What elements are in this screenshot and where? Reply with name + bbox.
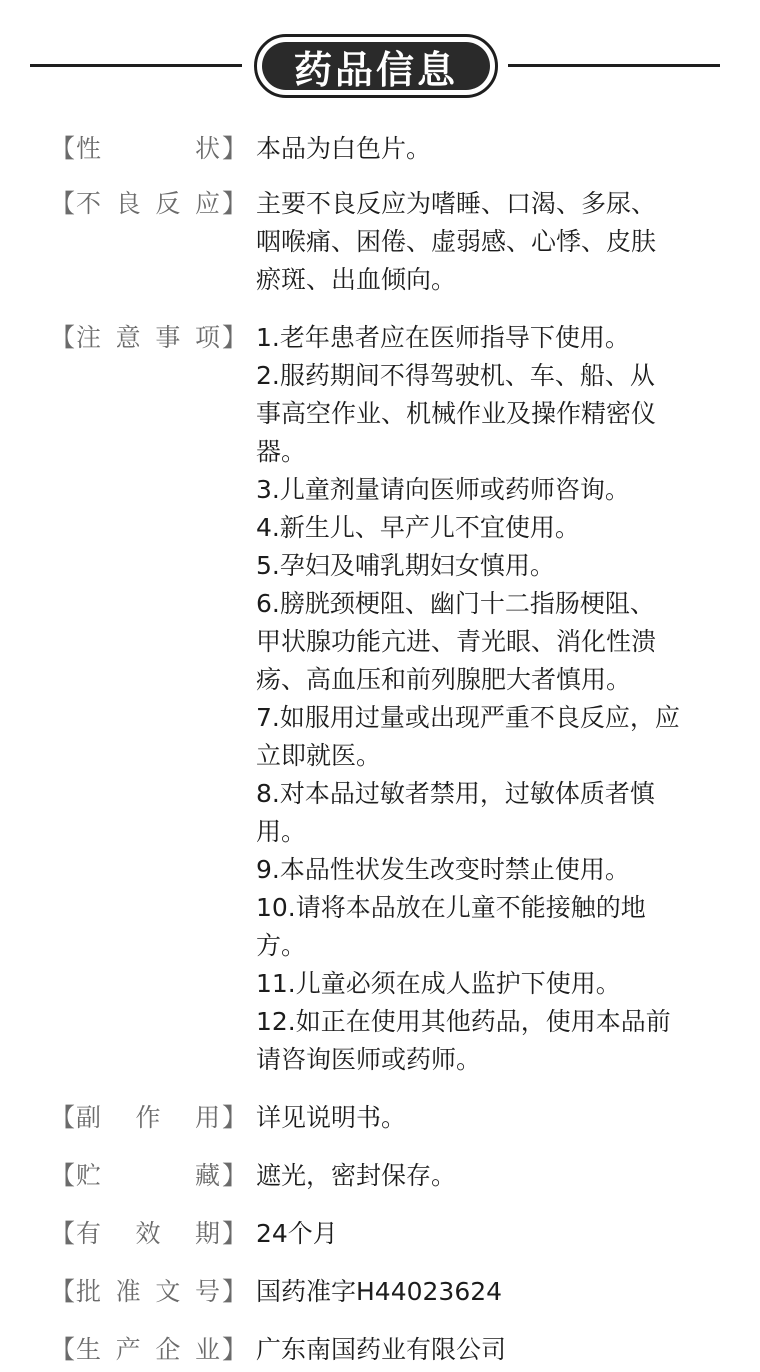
label-char: 效 bbox=[135, 1219, 161, 1248]
label-char: 注 bbox=[76, 323, 102, 352]
value-line: 器。 bbox=[256, 437, 307, 466]
label-char: 状 bbox=[194, 134, 220, 163]
value-line: 瘀斑、出血倾向。 bbox=[256, 265, 457, 294]
value-line: 7.如服用过量或出现严重不良反应，应 bbox=[256, 703, 680, 732]
field-label-text bbox=[76, 130, 220, 168]
field-label bbox=[0, 1215, 256, 1253]
value-line: 1.老年患者应在医师指导下使用。 bbox=[256, 323, 630, 352]
label-bracket-open: 【 bbox=[50, 1103, 76, 1132]
title-badge bbox=[254, 34, 498, 98]
header-rule-left bbox=[30, 64, 242, 67]
label-char: 副 bbox=[76, 1103, 102, 1132]
field-label bbox=[0, 319, 256, 357]
field-label-text bbox=[76, 1215, 220, 1253]
label-bracket-close: 】 bbox=[222, 1277, 248, 1306]
drug-info-list bbox=[0, 130, 760, 1369]
field-label bbox=[0, 130, 256, 168]
label-char: 藏 bbox=[194, 1161, 220, 1190]
info-row bbox=[0, 1099, 760, 1137]
label-char: 用 bbox=[194, 1103, 220, 1132]
label-bracket-close: 】 bbox=[222, 323, 248, 352]
field-value bbox=[256, 185, 706, 299]
section-header bbox=[0, 0, 760, 110]
value-line: 甲状腺功能亢进、青光眼、消化性溃 bbox=[256, 627, 657, 656]
value-line: 主要不良反应为嗜睡、口渴、多尿、 bbox=[256, 189, 657, 218]
info-row bbox=[0, 319, 760, 1079]
field-value bbox=[256, 1215, 706, 1253]
label-bracket-open: 【 bbox=[50, 134, 76, 163]
value-line: 事高空作业、机械作业及操作精密仪 bbox=[256, 399, 657, 428]
value-line: 4.新生儿、早产儿不宜使用。 bbox=[256, 513, 580, 542]
field-label bbox=[0, 1331, 256, 1369]
label-char: 作 bbox=[135, 1103, 161, 1132]
field-value bbox=[256, 1273, 706, 1311]
value-line: 方。 bbox=[256, 931, 307, 960]
value-line: 详见说明书。 bbox=[256, 1103, 407, 1132]
value-line: 咽喉痛、困倦、虚弱感、心悸、皮肤 bbox=[256, 227, 657, 256]
label-char: 应 bbox=[194, 189, 220, 218]
label-char: 贮 bbox=[76, 1161, 102, 1190]
label-bracket-close: 】 bbox=[222, 1161, 248, 1190]
info-row bbox=[0, 1215, 760, 1253]
label-bracket-open: 【 bbox=[50, 323, 76, 352]
value-line: 2.服药期间不得驾驶机、车、船、从 bbox=[256, 361, 655, 390]
field-label-text bbox=[76, 319, 220, 357]
label-bracket-close: 】 bbox=[222, 1103, 248, 1132]
label-bracket-close: 】 bbox=[222, 134, 248, 163]
value-line: 24个月 bbox=[256, 1219, 338, 1248]
value-line: 9.本品性状发生改变时禁止使用。 bbox=[256, 855, 630, 884]
value-line: 6.膀胱颈梗阻、幽门十二指肠梗阻、 bbox=[256, 589, 655, 618]
value-line: 立即就医。 bbox=[256, 741, 382, 770]
label-bracket-open: 【 bbox=[50, 189, 76, 218]
info-row bbox=[0, 1331, 760, 1369]
value-line: 8.对本品过敏者禁用，过敏体质者慎 bbox=[256, 779, 655, 808]
page-title: 药品信息 bbox=[262, 42, 490, 90]
value-line: 广东南国药业有限公司 bbox=[256, 1335, 507, 1364]
label-bracket-open: 【 bbox=[50, 1219, 76, 1248]
label-bracket-open: 【 bbox=[50, 1335, 76, 1364]
field-value bbox=[256, 1331, 706, 1369]
value-line: 本品为白色片。 bbox=[256, 134, 432, 163]
label-char: 良 bbox=[115, 189, 141, 218]
field-label-text bbox=[76, 1273, 220, 1311]
value-line: 5.孕妇及哺乳期妇女慎用。 bbox=[256, 551, 555, 580]
label-char: 号 bbox=[194, 1277, 220, 1306]
label-char: 性 bbox=[76, 134, 102, 163]
field-label-text bbox=[76, 1157, 220, 1195]
field-label bbox=[0, 1099, 256, 1137]
label-bracket-open: 【 bbox=[50, 1161, 76, 1190]
field-label bbox=[0, 1157, 256, 1195]
field-label bbox=[0, 1273, 256, 1311]
label-char: 产 bbox=[115, 1335, 141, 1364]
value-line: 12.如正在使用其他药品，使用本品前 bbox=[256, 1007, 671, 1036]
info-row bbox=[0, 1273, 760, 1311]
value-line: 疡、高血压和前列腺肥大者慎用。 bbox=[256, 665, 632, 694]
label-char: 不 bbox=[76, 189, 102, 218]
field-label-text bbox=[76, 185, 220, 223]
field-value bbox=[256, 130, 706, 168]
value-line: 10.请将本品放在儿童不能接触的地 bbox=[256, 893, 646, 922]
value-line: 3.儿童剂量请向医师或药师咨询。 bbox=[256, 475, 630, 504]
field-value bbox=[256, 1099, 706, 1137]
label-char: 企 bbox=[155, 1335, 181, 1364]
info-row bbox=[0, 130, 760, 168]
label-char: 反 bbox=[155, 189, 181, 218]
label-char: 业 bbox=[194, 1335, 220, 1364]
label-char: 项 bbox=[194, 323, 220, 352]
label-char: 有 bbox=[76, 1219, 102, 1248]
field-label-text bbox=[76, 1331, 220, 1369]
label-char: 事 bbox=[155, 323, 181, 352]
field-value bbox=[256, 319, 706, 1079]
value-line: 请咨询医师或药师。 bbox=[256, 1045, 482, 1074]
label-char: 批 bbox=[76, 1277, 102, 1306]
label-char: 准 bbox=[115, 1277, 141, 1306]
value-line: 用。 bbox=[256, 817, 307, 846]
label-char: 意 bbox=[115, 323, 141, 352]
value-line: 国药准字H44023624 bbox=[256, 1277, 503, 1306]
value-line: 11.儿童必须在成人监护下使用。 bbox=[256, 969, 621, 998]
value-line: 遮光，密封保存。 bbox=[256, 1161, 457, 1190]
label-bracket-close: 】 bbox=[222, 189, 248, 218]
field-label-text bbox=[76, 1099, 220, 1137]
label-char: 文 bbox=[155, 1277, 181, 1306]
header-rule-right bbox=[508, 64, 720, 67]
label-bracket-close: 】 bbox=[222, 1219, 248, 1248]
info-row bbox=[0, 185, 760, 299]
field-value bbox=[256, 1157, 706, 1195]
info-row bbox=[0, 1157, 760, 1195]
label-char: 生 bbox=[76, 1335, 102, 1364]
field-label bbox=[0, 185, 256, 223]
label-bracket-open: 【 bbox=[50, 1277, 76, 1306]
label-bracket-close: 】 bbox=[222, 1335, 248, 1364]
label-char: 期 bbox=[194, 1219, 220, 1248]
